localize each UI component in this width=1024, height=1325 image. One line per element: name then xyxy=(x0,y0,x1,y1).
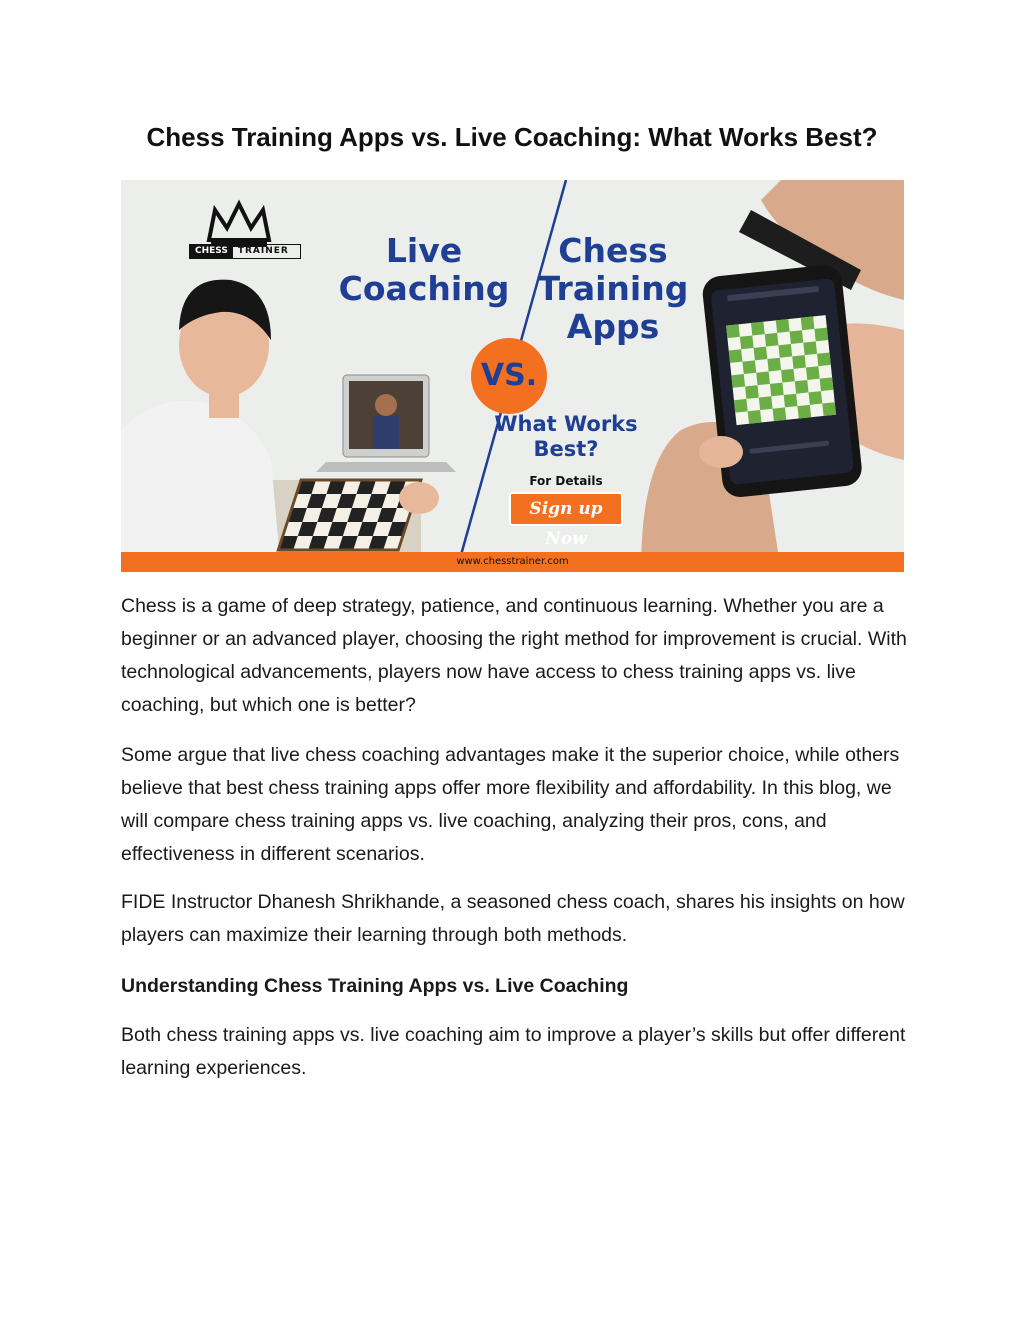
paragraph-instructor: FIDE Instructor Dhanesh Shrikhande, a seasoned chess coach, shares his insights on how players can maximize their learning through both methods. xyxy=(121,891,905,946)
signup-button: Sign up Now xyxy=(509,492,623,526)
hero-banner-image xyxy=(121,180,904,572)
banner-details-label: For Details xyxy=(529,474,603,488)
banner-question: What Works Best? xyxy=(494,412,638,461)
vs-badge: VS. xyxy=(471,338,547,414)
banner-heading-right: Chess Training Apps xyxy=(537,231,689,346)
banner-heading-left: Live Coaching xyxy=(338,231,510,308)
chessboard-left xyxy=(278,480,421,550)
paragraph-comparison: Some argue that live chess coaching advantages make it the superior choice, while others believe that best chess training apps offer more flexibility and affordability. In this blog, we will compare chess training apps vs. live coaching, analyzing their pros, cons, and effectiveness in different scenarios. xyxy=(121,744,900,865)
paragraph-intro: Chess is a game of deep strategy, patience, and continuous learning. Whether you are a beginner or an advanced player, choosing the right method for improvement is crucial. With technological advancements, players now have access to chess training apps vs. live coaching, but which one is better? xyxy=(121,595,907,716)
page-title: Chess Training Apps vs. Live Coaching: What Works Best? xyxy=(146,122,878,152)
paragraph-section: Both chess training apps vs. live coaching aim to improve a player’s skills but offer different learning experiences. xyxy=(121,1024,906,1079)
chesstrainer-logo xyxy=(189,244,301,259)
logo-text-left: CHESS xyxy=(190,245,233,258)
banner-website-bar: www.chesstrainer.com xyxy=(121,552,904,572)
logo-text-right: TRAINER xyxy=(237,246,289,256)
section-heading: Understanding Chess Training Apps vs. Live Coaching xyxy=(121,975,629,997)
